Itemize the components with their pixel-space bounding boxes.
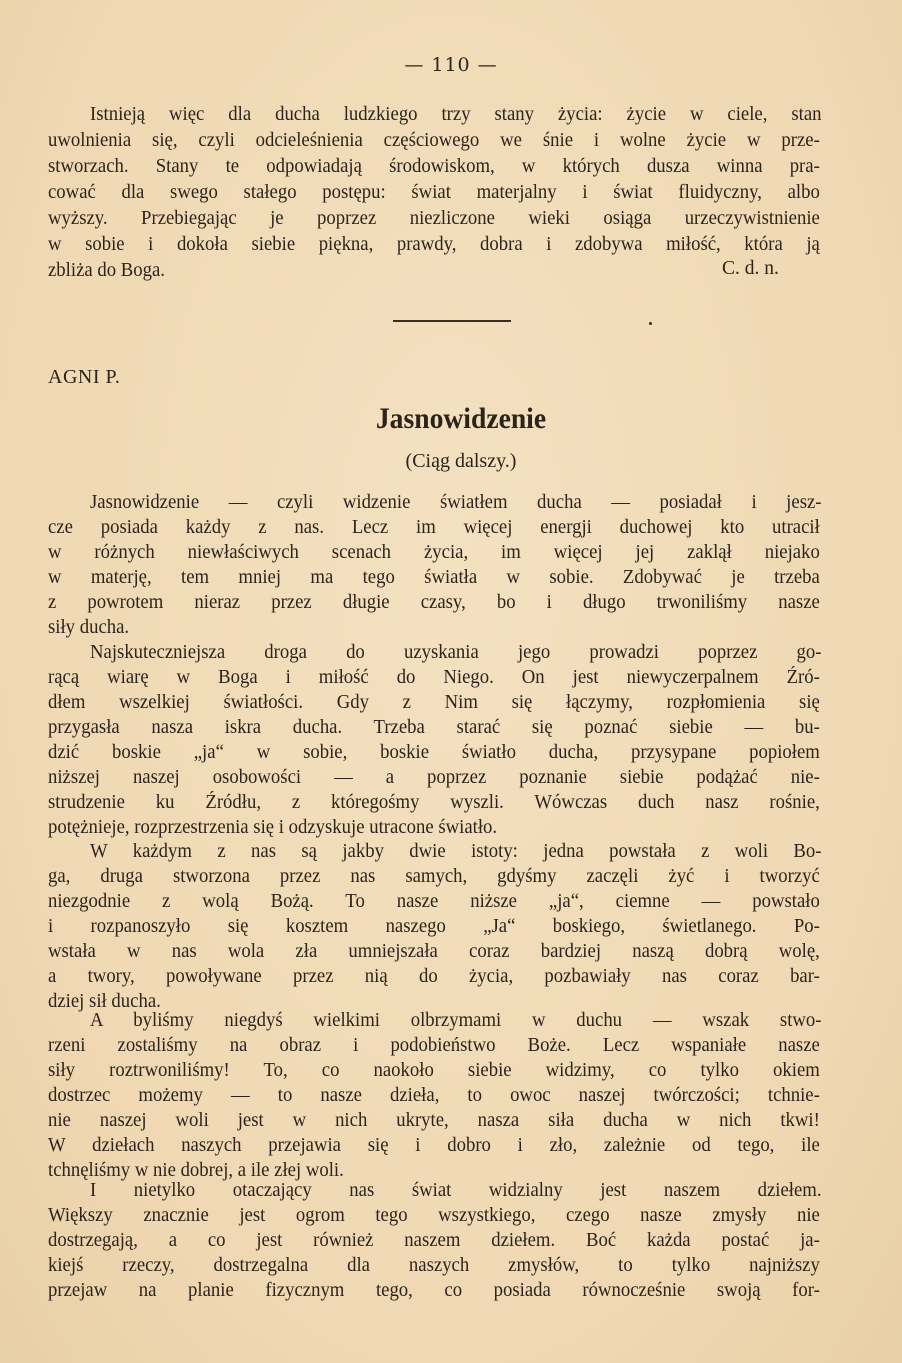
text-line: potężnieje, rozprzestrzenia się i odzyskuje utracone światło. [48, 817, 498, 838]
print-speck [649, 322, 652, 325]
section-divider [393, 320, 511, 322]
text-line: rącą wiarę w Boga i miłość do Niego. On jest niewyczerpalnem Źró- [48, 667, 820, 688]
text-line: ga, druga stworzona przez nas samych, gdyśmy zaczęli żyć i tworzyć [48, 866, 820, 887]
text-line: cować dla swego stałego postępu: świat materjalny i świat fluidyczny, albo [48, 182, 820, 203]
text-line: dostrzegają, a co jest również naszem dziełem. Boć każda postać ja- [48, 1230, 820, 1251]
text-line: A byliśmy niegdyś wielkimi olbrzymami w duchu — wszak stwo- [90, 1010, 822, 1031]
text-line: W każdym z nas są jakby dwie istoty: jedna powstała z woli Bo- [90, 841, 822, 862]
article-subtitle: (Ciąg dalszy.) [405, 450, 517, 472]
text-line: rzeni zostaliśmy na obraz i podobieństwo Boże. Lecz wspaniałe nasze [48, 1035, 820, 1056]
text-line: zbliża do Boga. [48, 260, 165, 281]
text-line: wstała w nas wola zła umniejszała coraz bardziej naszą dobrą wolę, [48, 941, 820, 962]
text-line: a twory, powoływane przez nią do życia, pozbawiały nas coraz bar- [48, 966, 820, 987]
text-line: niezgodnie z wolą Bożą. To nasze niższe „ja“, ciemne — powstało [48, 891, 820, 912]
text-line: Większy znacznie jest ogrom tego wszystkiego, czego nasze zmysły nie [48, 1205, 820, 1226]
continuation-note: C. d. n. [722, 258, 779, 279]
text-line: dziej sił ducha. [48, 991, 161, 1012]
text-line: Istnieją więc dla ducha ludzkiego trzy stany życia: życie w ciele, stan [90, 104, 822, 125]
text-line: stworzach. Stany te odpowiadają środowiskom, w których dusza winna pra- [48, 156, 820, 177]
text-line: Najskuteczniejsza droga do uzyskania jego prowadzi poprzez go- [90, 642, 822, 663]
text-line: z powrotem nieraz przez długie czasy, bo i długo trwoniliśmy nasze [48, 592, 820, 613]
text-line: i rozpanoszyło się kosztem naszego „Ja“ boskiego, świetlanego. Po- [48, 916, 820, 937]
text-line: przejaw na planie fizycznym tego, co posiada równocześnie swoją for- [48, 1280, 820, 1301]
text-line: nie naszej woli jest w nich ukryte, nasza siła ducha w nich tkwi! [48, 1110, 820, 1131]
page-number: — 110 — [404, 54, 498, 76]
text-line: I nietylko otaczający nas świat widzialny jest naszem dziełem. [90, 1180, 822, 1201]
text-line: strudzenie ku Źródłu, z któregośmy wyszli. Wówczas duch nasz rośnie, [48, 792, 820, 813]
article-title: Jasnowidzenie [375, 402, 547, 435]
article-author: AGNI P. [48, 366, 121, 388]
text-line: dzić boskie „ja“ w sobie, boskie światło ducha, przysypane popiołem [48, 742, 820, 763]
text-line: cze posiada każdy z nas. Lecz im więcej energji duchowej kto utracił [48, 517, 820, 538]
text-line: w różnych niewłaściwych scenach życia, im więcej jej zaklął niejako [48, 542, 820, 563]
text-line: W dziełach naszych przejawia się i dobro i zło, zależnie od tego, ile [48, 1135, 820, 1156]
text-line: siły ducha. [48, 617, 130, 638]
text-line: tchnęliśmy w nie dobrej, a ile złej woli. [48, 1160, 344, 1181]
text-line: dłem wszelkiej światłości. Gdy z Nim się łączymy, rozpłomienia się [48, 692, 820, 713]
text-line: kiejś rzeczy, dostrzegalna dla naszych zmysłów, to tylko najniższy [48, 1255, 820, 1276]
text-line: siły roztrwoniliśmy! To, co naokoło siebie widzimy, co tylko okiem [48, 1060, 820, 1081]
text-line: przygasła nasza iskra ducha. Trzeba starać się poznać siebie — bu- [48, 717, 820, 738]
text-line: uwolnienia się, czyli odcieleśnienia częściowego we śnie i wolne życie w prze- [48, 130, 820, 151]
text-line: Jasnowidzenie — czyli widzenie światłem ducha — posiadał i jesz- [90, 492, 822, 513]
text-line: w materję, tem mniej ma tego światła w sobie. Zdobywać je trzeba [48, 567, 820, 588]
text-line: wyższy. Przebiegając je poprzez niezliczone wieki osiąga urzeczywistnienie [48, 208, 820, 229]
text-line: dostrzec możemy — to nasze dzieła, to owoc naszej twórczości; tchnie- [48, 1085, 820, 1106]
text-line: niższej naszej osobowości — a poprzez poznanie siebie podążać nie- [48, 767, 820, 788]
text-line: w sobie i dokoła siebie piękna, prawdy, dobra i zdobywa miłość, która ją [48, 234, 820, 255]
